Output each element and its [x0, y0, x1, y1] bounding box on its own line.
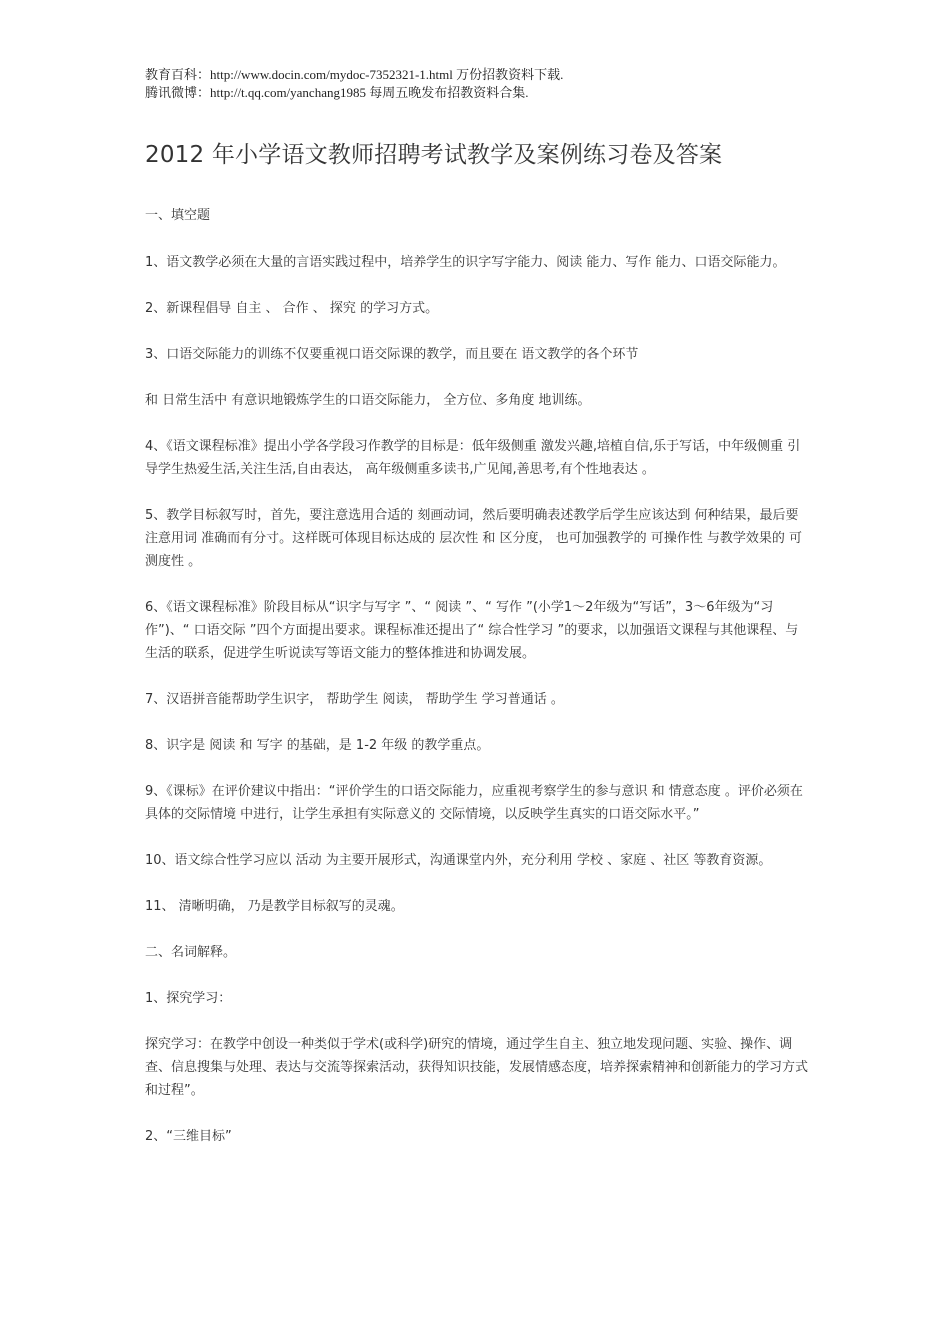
section-heading-terms: 二、名词解释。	[145, 945, 237, 960]
question-10: 10、语文综合性学习应以 活动 为主要开展形式，沟通课堂内外，充分利用 学校 、家庭 、社区 等教育资源。	[145, 853, 772, 868]
question-5: 5、教学目标叙写时，首先，要注意选用合适的 刻画动词，然后要明确表述教学后学生应该达到 何种结果，最后要注意用词 准确而有分寸。这样既可体现目标达成的 层次性 和 区分度， 也可加强教学的 可操作性 与教学效果的 可测度性 。	[145, 508, 803, 569]
question-4: 4、《语文课程标准》提出小学各学段习作教学的目标是：低年级侧重 激发兴趣,培植自信,乐于写话，中年级侧重 引导学生热爱生活,关注生活,自由表达， 高年级侧重多读书,广见闻,善思考,有个性地表达 。	[145, 439, 801, 477]
question-3a: 3、口语交际能力的训练不仅要重视口语交际课的教学，而且要在 语文教学的各个环节	[145, 347, 639, 362]
question-7: 7、汉语拼音能帮助学生识字， 帮助学生 阅读， 帮助学生 学习普通话 。	[145, 692, 564, 707]
question-3b: 和 日常生活中 有意识地锻炼学生的口语交际能力， 全方位、多角度 地训练。	[145, 393, 591, 408]
document-page	[145, 66, 810, 1148]
term-1-body: 探究学习：在教学中创设一种类似于学术(或科学)研究的情境，通过学生自主、独立地发现问题、实验、操作、调查、信息搜集与处理、表达与交流等探索活动，获得知识技能，发展情感态度，培养探索精神和创新能力的学习方式和过程”。	[145, 1037, 809, 1098]
header-line-weibo: 腾讯微博：http://t.qq.com/yanchang1985 每周五晚发布招教资料合集.	[145, 85, 529, 100]
question-11: 11、 清晰明确， 乃是教学目标叙写的灵魂。	[145, 899, 404, 914]
question-1: 1、语文教学必须在大量的言语实践过程中，培养学生的识字写字能力、阅读 能力、写作 能力、口语交际能力。	[145, 255, 786, 270]
question-9: 9、《课标》在评价建议中指出：“评价学生的口语交际能力，应重视考察学生的参与意识 和 情意态度 。评价必须在具体的交际情境 中进行，让学生承担有实际意义的 交际情境，以反映学生真实的口语交际水平。”	[145, 784, 803, 822]
section-heading-fill-blank: 一、填空题	[145, 208, 211, 223]
page-title: 2012 年小学语文教师招聘考试教学及案例练习卷及答案	[145, 142, 723, 168]
term-2-title: 2、“三维目标”	[145, 1129, 232, 1144]
question-6: 6、《语文课程标准》阶段目标从“识字与写字 ”、“ 阅读 ”、“ 写作 ”(小学1～2年级为“写话”，3～6年级为“习作”)、“ 口语交际 ”四个方面提出要求。课程标准还提出了“ 综合性学习 ”的要求，以加强语文课程与其他课程、与生活的联系，促进学生听说读写等语文能力的整体推进和协调发展。	[145, 600, 799, 661]
header-line-docin: 教育百科：http://www.docin.com/mydoc-7352321-1.html 万份招教资料下载.	[145, 67, 564, 82]
question-2: 2、新课程倡导 自主 、 合作 、 探究 的学习方式。	[145, 301, 439, 316]
question-8: 8、识字是 阅读 和 写字 的基础，是 1-2 年级 的教学重点。	[145, 738, 490, 753]
term-1-title: 1、探究学习：	[145, 991, 232, 1006]
